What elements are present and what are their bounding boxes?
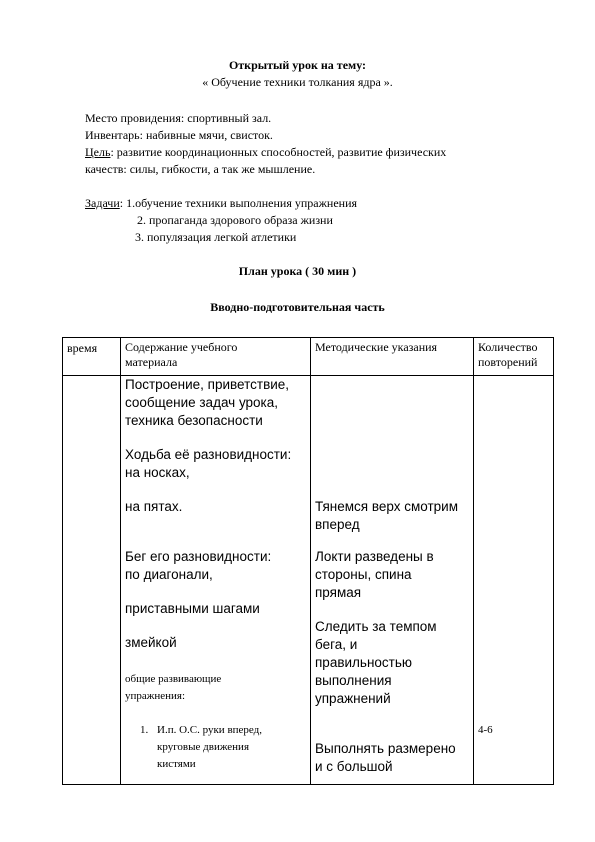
method-line: и с большой — [315, 759, 393, 774]
content-line: Построение, приветствие, — [125, 377, 290, 392]
method-line: Тянемся верх смотрим — [315, 499, 458, 514]
tasks-item-1-text: : 1.обучение техники выполнения упражнения — [119, 196, 358, 210]
method-line: Выполнять размерено — [315, 741, 456, 756]
goal-text-2: качеств: силы, гибкости, а так же мышление. — [85, 162, 316, 176]
section-title: Вводно-подготовительная часть — [210, 300, 385, 314]
header-content — [121, 338, 311, 376]
inventory-text: Инвентарь: набивные мячи, свисток. — [85, 128, 273, 142]
content-line: на носках, — [125, 465, 190, 480]
method-cell — [311, 376, 474, 785]
method-line: выполнения — [315, 673, 392, 688]
content-line: на пятах. — [125, 499, 183, 514]
header-count — [474, 338, 554, 376]
header-method — [311, 338, 474, 376]
header-method-label: Методические указания — [315, 340, 438, 354]
time-cell — [63, 376, 121, 785]
content-line: упражнения: — [125, 690, 186, 702]
content-line: Бег его разновидности: — [125, 549, 272, 564]
header-content-line1: Содержание учебного — [125, 340, 238, 354]
goal-label: Цель — [85, 145, 111, 159]
content-line: общие развивающие — [125, 673, 222, 685]
count-cell — [474, 376, 554, 785]
tasks-item-1 — [85, 196, 357, 211]
exercise-line: круговые движения — [157, 741, 250, 753]
content-cell — [121, 376, 311, 785]
table-header-row — [63, 338, 554, 376]
method-line: Следить за темпом — [315, 619, 437, 634]
method-line: правильностью — [315, 655, 413, 670]
goal-text — [85, 145, 446, 160]
method-line: Локти разведены в — [315, 549, 434, 564]
content-line: техника безопасности — [125, 413, 263, 428]
method-line: стороны, спина — [315, 567, 412, 582]
tasks-label: Задачи — [85, 196, 120, 210]
plan-title: План урока ( 30 мин ) — [238, 264, 357, 278]
content-line: змейкой — [125, 635, 177, 650]
header-count-line1: Количество — [478, 340, 538, 354]
content-line: по диагонали, — [125, 567, 213, 582]
lesson-topic: « Обучение техники толкания ядра ». — [202, 75, 393, 89]
method-line: прямая — [315, 585, 362, 600]
tasks-item-3: 3. популязация легкой атлетики — [135, 230, 297, 244]
header-time — [63, 338, 121, 376]
method-line: упражнений — [315, 691, 391, 706]
content-line: сообщение задач урока, — [125, 395, 279, 410]
exercise-line: кистями — [157, 758, 196, 770]
page-title: Открытый урок на тему: — [228, 58, 367, 72]
place-text: Место провидения: спортивный зал. — [85, 111, 272, 125]
method-line: бега, и — [315, 637, 358, 652]
content-line: Ходьба её разновидности: — [125, 447, 292, 462]
table-row — [63, 376, 554, 785]
exercise-line: И.п. О.С. руки вперед, — [157, 724, 262, 736]
content-line: приставными шагами — [125, 601, 260, 616]
header-count-line2: повторений — [478, 355, 538, 369]
goal-text-1: : развитие координационных способностей, развитие физических — [110, 145, 447, 159]
lesson-plan-table — [62, 337, 554, 785]
exercise-number: 1. — [140, 724, 149, 736]
tasks-item-2: 2. пропаганда здорового образа жизни — [137, 213, 333, 227]
method-line: вперед — [315, 517, 360, 532]
count-value: 4-6 — [478, 724, 493, 736]
header-content-line2: материала — [125, 355, 178, 369]
header-time-label: время — [67, 341, 98, 355]
